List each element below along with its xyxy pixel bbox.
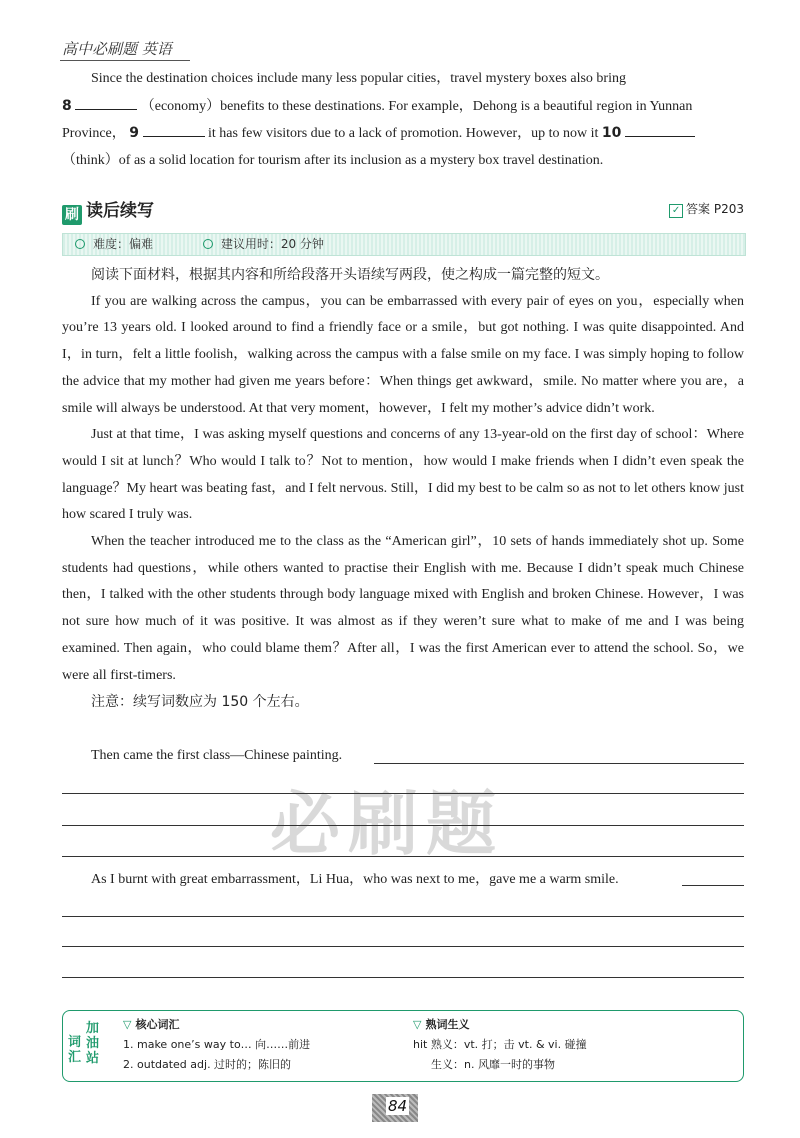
starter-2 [62, 867, 744, 894]
vocab-tag-b: 加油站 [86, 1021, 100, 1066]
core-vocab-item-2: 2. outdated adj. 过时的；陈旧的 [123, 1058, 292, 1071]
core-vocab-item-1: 1. make one’s way to… 向……前进 [123, 1038, 311, 1051]
header-rule [60, 60, 190, 61]
writing-line-2c[interactable] [62, 946, 744, 947]
suggested-time: 建议用时：20 分钟 [197, 237, 324, 251]
familiar-word-item-2: 生义：n. 风靡一时的事物 [431, 1058, 555, 1071]
blank-number-8: 8 [62, 97, 72, 114]
instruction: 阅读下面材料，根据其内容和所给段落开头语续写两段，使之构成一篇完整的短文。 [91, 267, 609, 283]
starter-1 [62, 743, 744, 770]
writing-line-2d[interactable] [62, 977, 744, 978]
check-icon: ✓ [669, 204, 683, 218]
core-vocab [123, 1015, 403, 1075]
blank-8[interactable] [75, 95, 137, 110]
cloze-passage [62, 66, 744, 175]
starter-2-text: As I burnt with great embarrassment，Li Hua，who was next to me，gave me a warm smile. [91, 872, 619, 887]
page-number-text: 84 [388, 1097, 408, 1115]
cloze-line-3-pre: Province， [62, 126, 126, 142]
writing-line-1a[interactable] [374, 763, 744, 764]
passage-paragraph-1: If you are walking across the campus，you can be embarrassed with every pair of eyes on you，especially when you’re 13 years old. I looked around to find a friendly face or a smile，but got nothing. I was quite disappointed. And I，in turn，felt a little foolish，walking across the campus with a false smile on my face. I was simply hoping to follow the advice that my mother had given me years before：When things get awkward，smile. No matter where you are，a smile will always be understood. At that very moment，however，I felt my mother’s advice didn’t work. [62, 293, 744, 416]
word-count-note: 注意：续写词数应为 150 个左右。 [91, 694, 309, 711]
core-vocab-title: ▽ 核心词汇 [123, 1018, 180, 1031]
blank-9[interactable] [143, 122, 205, 137]
blank-number-10: 10 [601, 125, 622, 142]
page-number [372, 1094, 418, 1122]
section-title-text: 读后续写 [86, 201, 154, 221]
writing-line-1c[interactable] [62, 825, 744, 826]
header-title: 高中必刷题 英语 [62, 40, 172, 58]
passage-paragraph-2: Just at that time，I was asking myself questions and concerns of any 13-year-old on the first day of school：Where would I sit at lunch？Who would I talk to？Not to mention，how would I make friends when I didn’t even speak the language？My heart was beating fast，and I felt nervous. Still，I did my best to be calm so as not to let others know just how scared I truly was. [62, 427, 744, 523]
cloze-line-3 [62, 120, 744, 148]
section-mark: 刷 [62, 205, 82, 225]
cloze-line-3-mid: it has few visitors due to a lack of promotion. However，up to now it [208, 126, 599, 142]
familiar-words-title: ▽ 熟词生义 [413, 1018, 470, 1031]
blank-number-9: 9 [129, 125, 140, 142]
difficulty-icon [75, 239, 85, 249]
familiar-word-item-1: hit 熟义：vt. 打；击 vt. & vi. 碰撞 [413, 1038, 587, 1051]
reading-passage [62, 262, 744, 716]
clock-icon [203, 239, 213, 249]
section-title [62, 196, 154, 225]
vocab-box [62, 1010, 744, 1082]
writing-line-1b[interactable] [62, 793, 744, 794]
cloze-line-2 [62, 93, 744, 121]
info-bar [62, 233, 746, 256]
triangle-icon: ▽ [123, 1018, 132, 1031]
vocab-tag-a: 词汇 [68, 1035, 82, 1065]
difficulty: 难度：偏难 [69, 237, 153, 251]
cloze-line-2-text: （economy）benefits to these destinations. For example，Dehong is a beautiful region in Yunnan [140, 98, 693, 114]
watermark: 必刷题 [270, 783, 504, 865]
starter-1-text: Then came the first class—Chinese painting. [91, 748, 343, 763]
vocab-tag [62, 1019, 110, 1079]
passage-paragraph-3: When the teacher introduced me to the class as the “American girl”，10 sets of hands immediately shot up. Some students had questions，while others wanted to practise their English with me. Because I didn’t speak much Chinese then，I talked with the other students through body language mixed with English and broken Chinese. However，I was not sure how much of it was positive. It was almost as if they weren’t sure what to make of me and I was being examined. Then again，who could blame them？After all，I was the first American ever to attend the school. So，we were all first-timers. [62, 534, 744, 683]
answer-reference-text: 答案 P203 [686, 202, 744, 216]
blank-10[interactable] [625, 122, 695, 137]
writing-line-2a[interactable] [682, 885, 744, 886]
writing-line-2b[interactable] [62, 916, 744, 917]
writing-line-1d[interactable] [62, 856, 744, 857]
cloze-line-1: Since the destination choices include many less popular cities，travel mystery boxes also bring [91, 71, 626, 86]
cloze-line-4: （think）of as a solid location for tourism after its inclusion as a mystery box travel destination. [62, 153, 604, 169]
answer-reference[interactable] [669, 200, 744, 218]
triangle-icon: ▽ [413, 1018, 422, 1031]
familiar-words [413, 1015, 713, 1075]
